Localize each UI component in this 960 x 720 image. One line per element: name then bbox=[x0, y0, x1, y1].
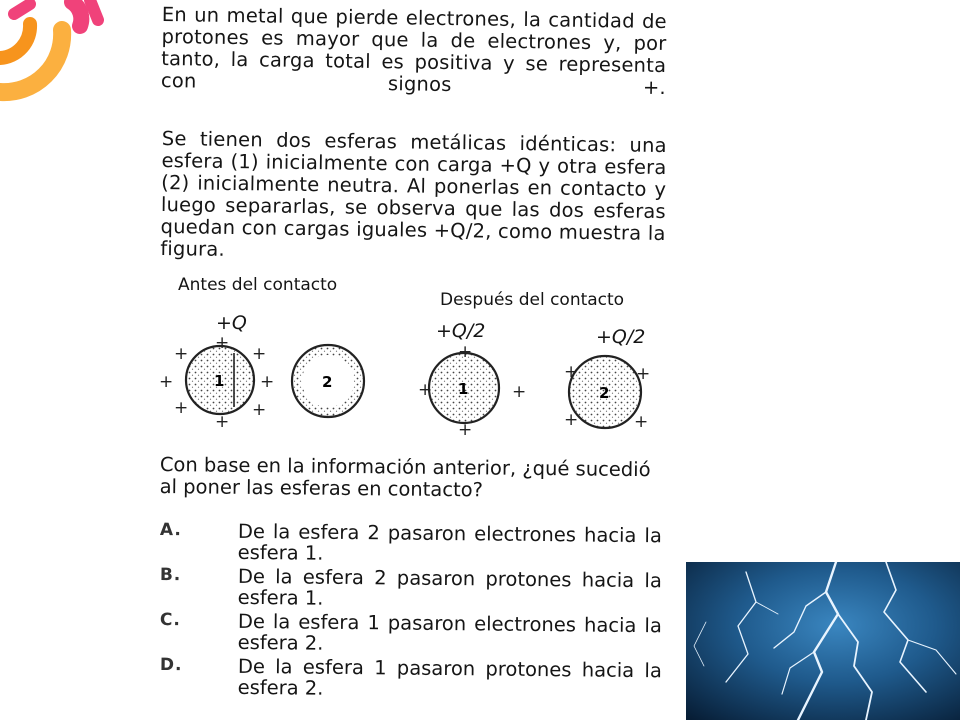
plus-sign: + bbox=[252, 400, 267, 420]
sphere-1-label: 1 bbox=[214, 372, 225, 390]
concentric-arcs-icon bbox=[0, 0, 120, 110]
plus-sign: + bbox=[564, 410, 579, 430]
plus-sign: + bbox=[636, 364, 651, 384]
option-c bbox=[160, 610, 670, 659]
intro-paragraph-2: Se tienen dos esferas metálicas idénticas: una esfera (1) inicialmente con carga +Q y otra esfera (2) inicialmente neutra. Al ponerlas en contacto y luego separarlas, se observa que las dos esferas quedan con cargas iguales +Q/2, como muestra la figura. bbox=[160, 127, 667, 261]
document-scan bbox=[152, 0, 677, 720]
option-letter: C. bbox=[159, 610, 181, 631]
option-d bbox=[160, 655, 670, 704]
sphere-2-after bbox=[569, 356, 641, 428]
plus-sign: + bbox=[418, 380, 433, 400]
plus-sign: + bbox=[252, 344, 267, 364]
plus-sign: + bbox=[174, 344, 189, 364]
plus-sign: + bbox=[458, 420, 473, 440]
plus-sign: + bbox=[174, 398, 189, 418]
option-text: De la esfera 2 pasaron electrones hacia la esfera 1. bbox=[237, 519, 662, 565]
after-contact-label: Después del contacto bbox=[440, 290, 625, 310]
before-contact-label: Antes del contacto bbox=[178, 275, 338, 295]
plus-sign: + bbox=[512, 382, 527, 402]
plus-sign: + bbox=[159, 372, 174, 392]
sphere-2-before bbox=[292, 345, 364, 417]
plus-sign: + bbox=[458, 342, 473, 362]
sphere-1-after bbox=[429, 353, 499, 423]
intro-paragraph-1: En un metal que pierde electrones, la cantidad de protones es mayor que la de electrones y, por tanto, la carga total es positiva y se representa con signos +. bbox=[160, 3, 667, 100]
option-text: De la esfera 1 pasaron protones hacia la esfera 2. bbox=[237, 654, 662, 700]
option-text: De la esfera 1 pasaron electrones hacia la esfera 2. bbox=[237, 609, 662, 655]
option-letter: D. bbox=[159, 655, 183, 676]
option-a bbox=[160, 520, 670, 569]
plus-sign: + bbox=[215, 412, 230, 432]
plus-sign: + bbox=[634, 412, 649, 432]
charge-label-after-2: +Q/2 bbox=[596, 326, 646, 348]
plus-sign: + bbox=[260, 372, 275, 392]
spheres-figure bbox=[152, 335, 677, 445]
question-text: Con base en la información anterior, ¿qué sucedió al poner las esferas en contacto? bbox=[159, 453, 651, 502]
option-b bbox=[160, 565, 670, 614]
sphere-1-label: 1 bbox=[458, 380, 469, 398]
option-letter: A. bbox=[159, 520, 182, 541]
charge-label-after-1: +Q/2 bbox=[436, 320, 486, 342]
sphere-2-label: 2 bbox=[599, 384, 610, 402]
charge-label-before: +Q bbox=[216, 312, 247, 334]
plus-sign: + bbox=[564, 362, 579, 382]
plus-sign: + bbox=[215, 335, 230, 353]
sphere-1-before bbox=[186, 346, 254, 414]
option-letter: B. bbox=[159, 565, 182, 586]
sphere-2-label: 2 bbox=[322, 373, 333, 391]
lightning-storm-image bbox=[686, 562, 960, 720]
option-text: De la esfera 2 pasaron protones hacia la esfera 1. bbox=[237, 564, 662, 610]
